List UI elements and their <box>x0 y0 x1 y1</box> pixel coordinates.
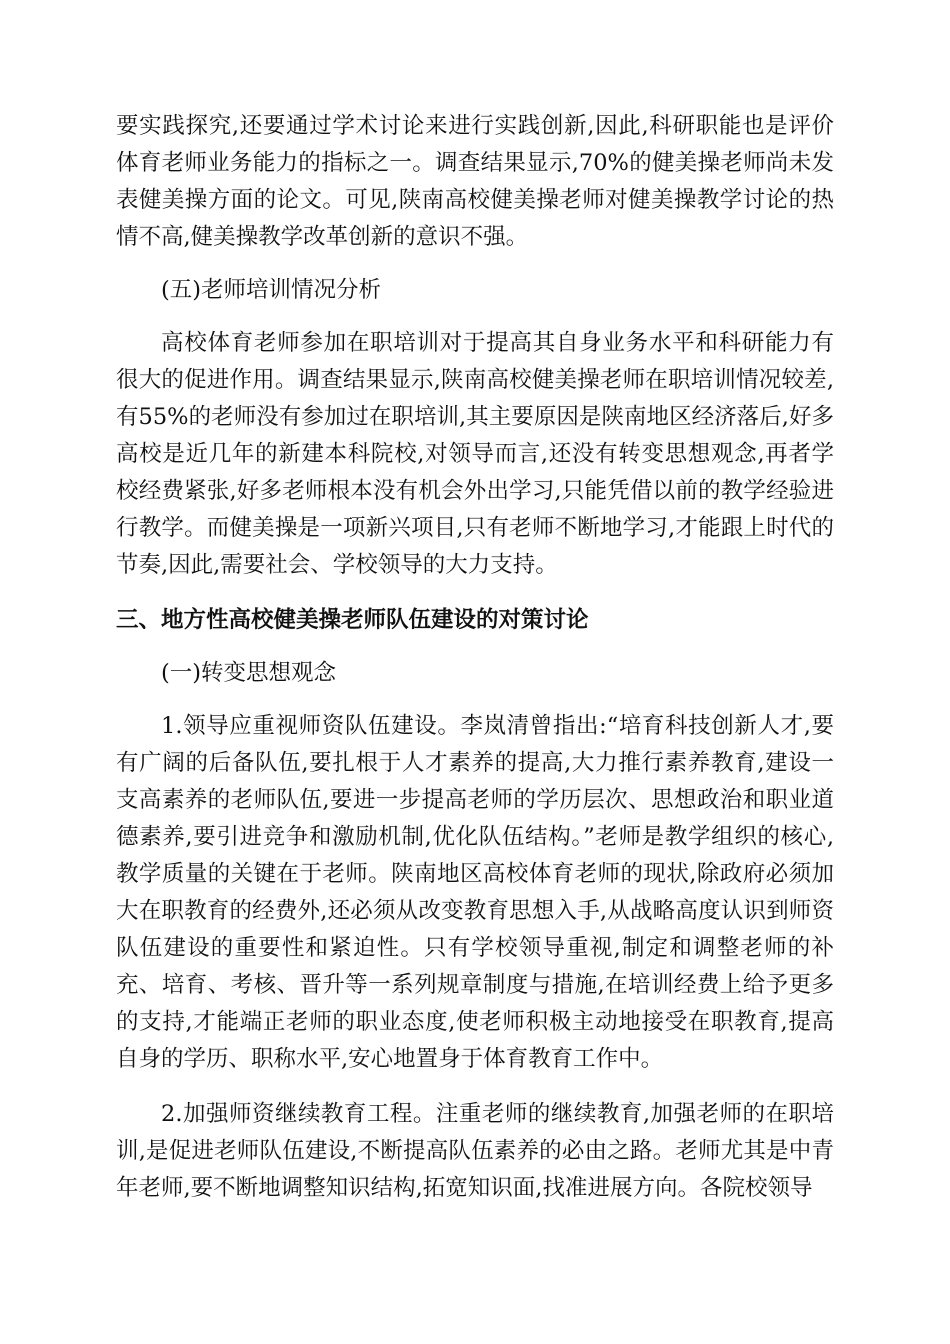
subheading-change-thinking: (一)转变思想观念 <box>161 660 337 686</box>
paragraph-leadership: 1.领导应重视师资队伍建设。李岚清曾指出:“培育科技创新人才,要有广阔的后备队伍,要扎根于人才素养的提高,大力推行素养教育,建设一支高素养的老师队伍,要进一步提高老师的学历层次、思想政治和职业道德素养,要引进竞争和激励机制,优化队伍结构。”老师是教学组织的核心,教学质量的关键在于老师。陕南地区高校体育老师的现状,除政府必须加大在职教育的经费外,还必须从改变教育思想入手,从战略高度认识到师资队伍建设的重要性和紧迫性。只有学校领导重视,制定和调整老师的补充、培育、考核、晋升等一系列规章制度与措施,在培训经费上给予更多的支持,才能端正老师的职业态度,使老师积极主动地接受在职教育,提高自身的学历、职称水平,安心地置身于体育教育工作中。 <box>116 713 834 1072</box>
section-heading-strategy: 三、地方性高校健美操老师队伍建设的对策讨论 <box>116 607 589 633</box>
paragraph-continuing-education: 2.加强师资继续教育工程。注重老师的继续教育,加强老师的在职培训,是促进老师队伍建设,不断提高队伍素养的必由之路。老师尤其是中青年老师,要不断地调整知识结构,拓宽知识面,找准进展方向。各院校领导 <box>116 1101 834 1201</box>
document-page <box>116 108 834 1207</box>
subheading-teacher-training: (五)老师培训情况分析 <box>161 277 382 303</box>
paragraph-training-analysis: 高校体育老师参加在职培训对于提高其自身业务水平和科研能力有很大的促进作用。调查结果显示,陕南高校健美操老师在职培训情况较差,有55%的老师没有参加过在职培训,其主要原因是陕南地区经济落后,好多高校是近几年的新建本科院校,对领导而言,还没有转变思想观念,再者学校经费紧张,好多老师根本没有机会外出学习,只能凭借以前的教学经验进行教学。而健美操是一项新兴项目,只有老师不断地学习,才能跟上时代的节奏,因此,需要社会、学校领导的大力支持。 <box>116 330 834 578</box>
paragraph-research-function: 要实践探究,还要通过学术讨论来进行实践创新,因此,科研职能也是评价体育老师业务能力的指标之一。调查结果显示,70%的健美操老师尚未发表健美操方面的论文。可见,陕南高校健美操老师对健美操教学讨论的热情不高,健美操教学改革创新的意识不强。 <box>116 113 834 250</box>
